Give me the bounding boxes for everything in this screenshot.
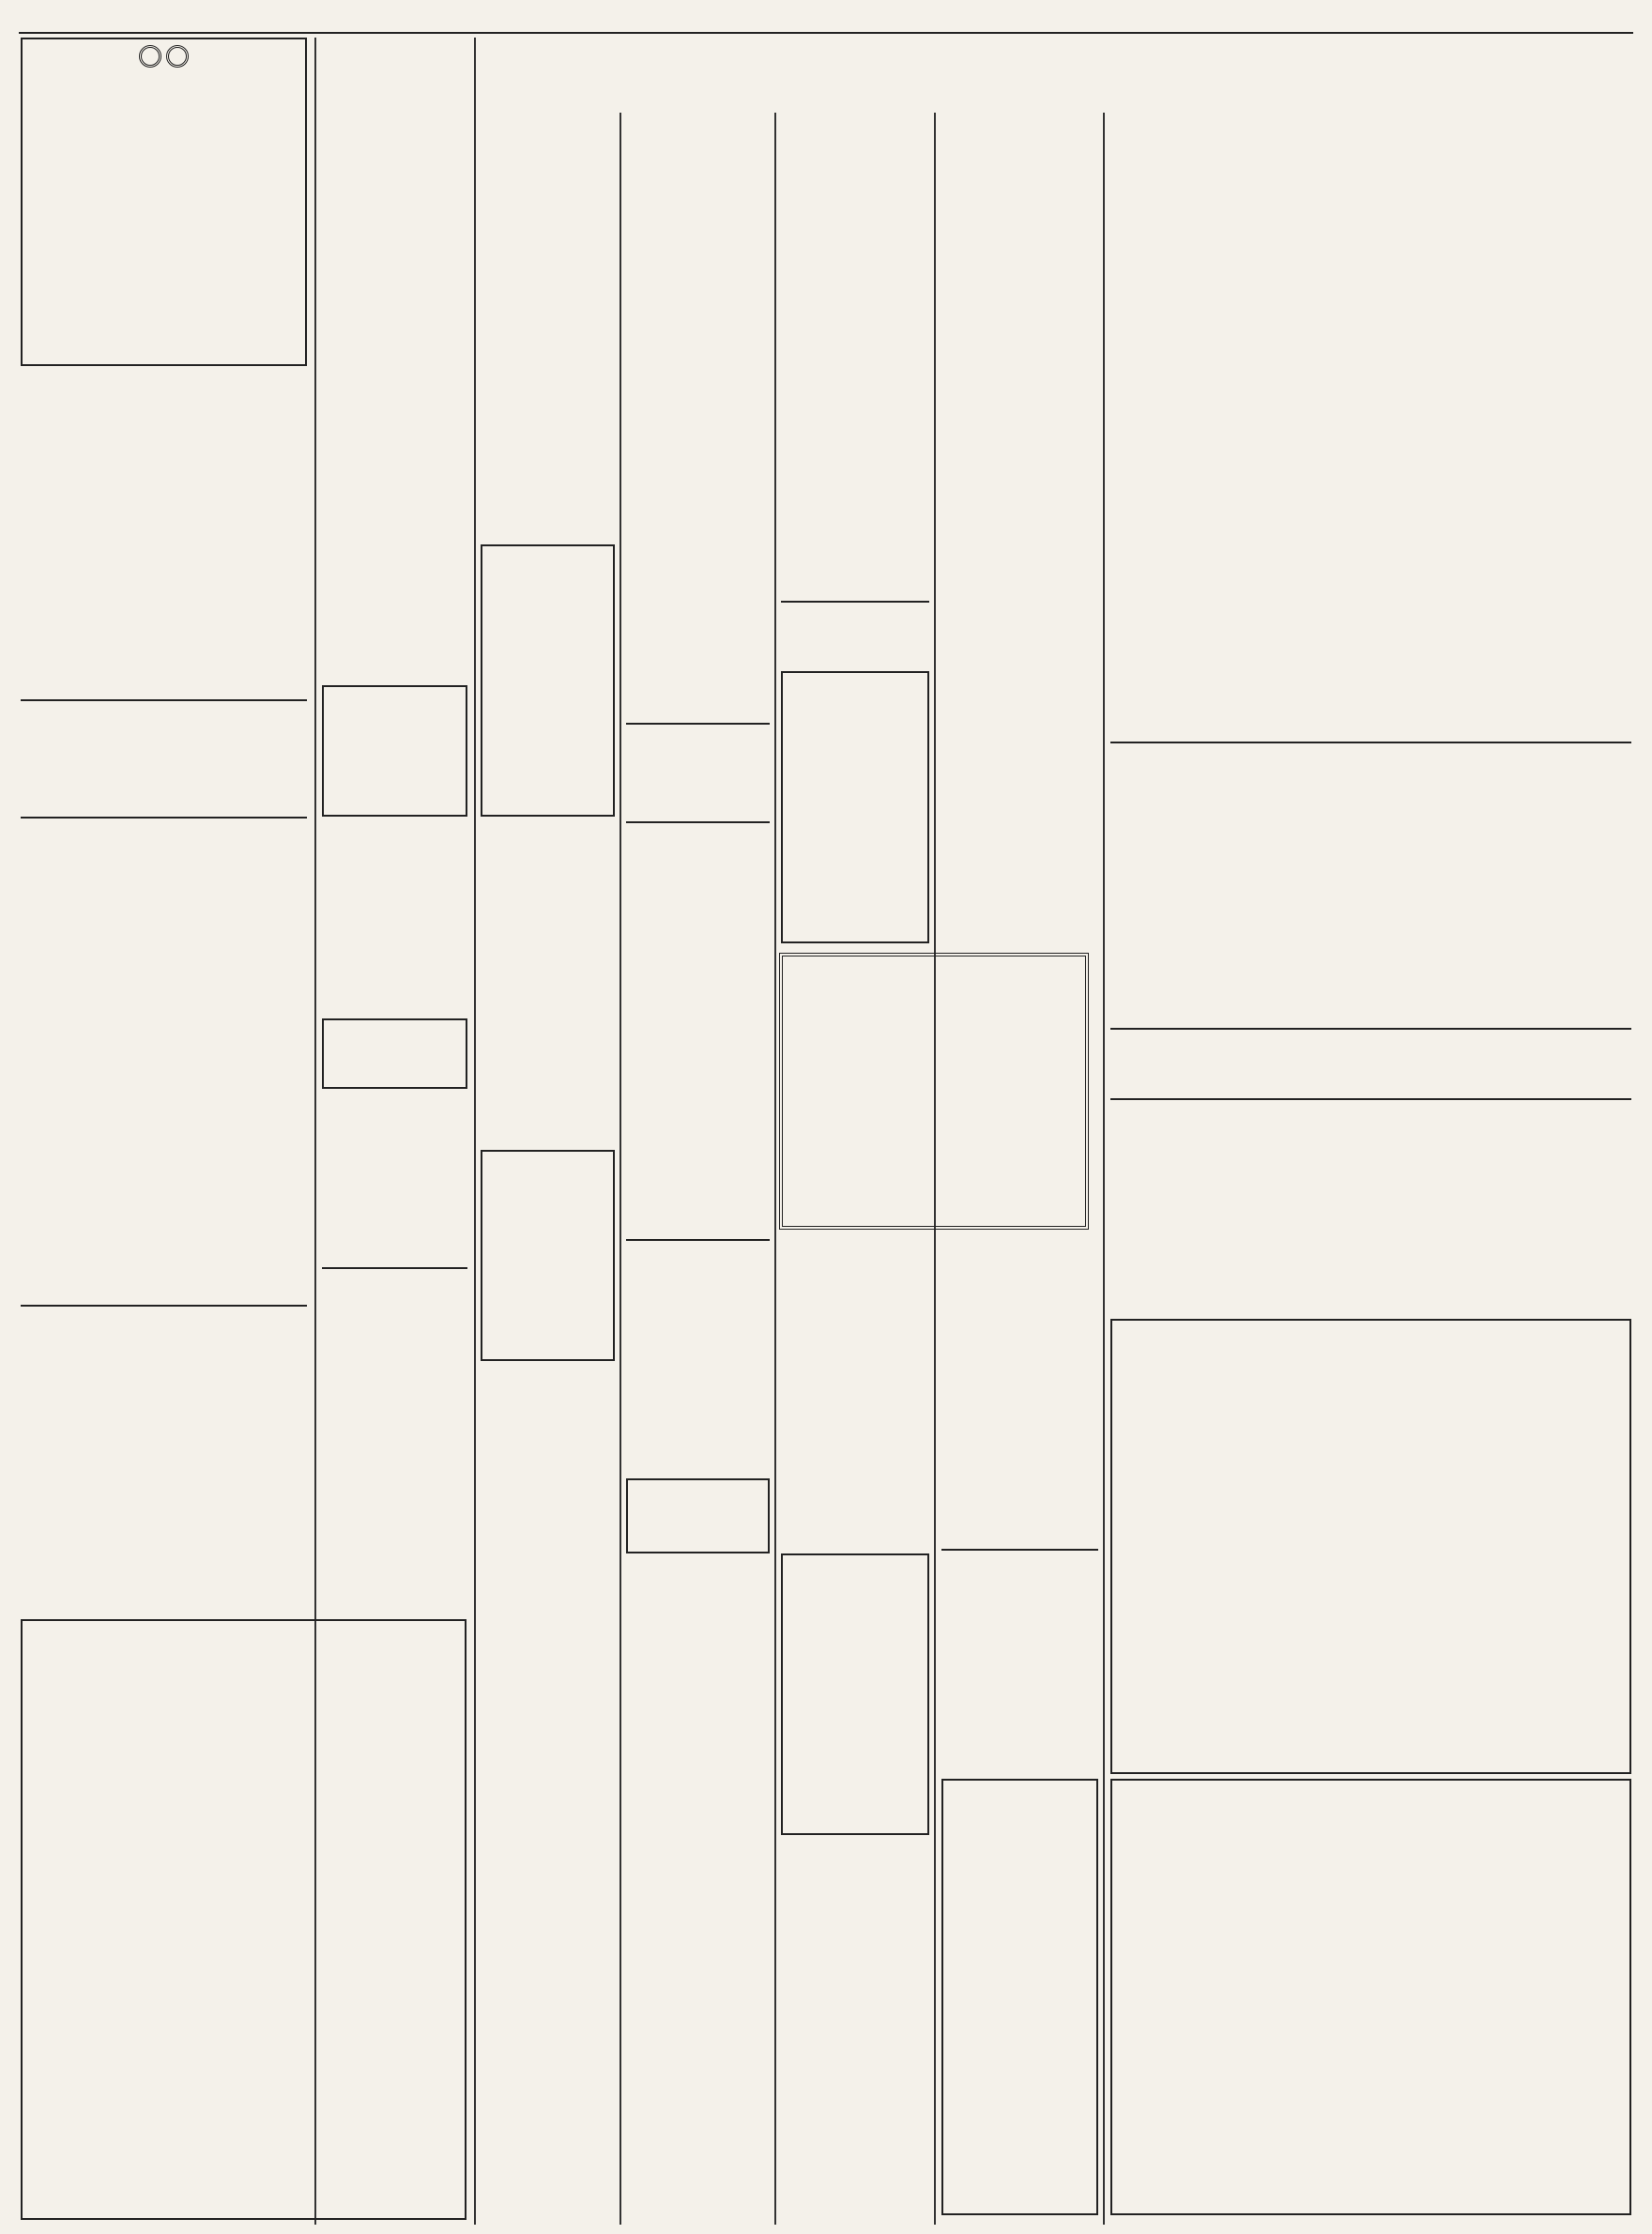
creanca-article — [626, 1239, 770, 1474]
carestia-article — [21, 817, 307, 1295]
jantares-article — [626, 1558, 770, 2215]
article-text — [21, 375, 307, 695]
passos-article — [941, 117, 1098, 1234]
ornament-icon — [139, 45, 161, 68]
conflagracao-article — [626, 117, 770, 718]
notas-article — [626, 821, 770, 939]
marinha-article — [781, 117, 929, 596]
loteria-box — [781, 671, 929, 943]
column-rule — [620, 113, 621, 2225]
purgacoes-ad — [941, 1549, 1098, 1774]
column-rule — [1103, 113, 1105, 2225]
papel-ad — [1110, 1028, 1631, 1094]
column-rule — [474, 38, 476, 2225]
foz-ad — [941, 1779, 1098, 2215]
auto-ad — [781, 1553, 929, 1835]
sport-section — [481, 38, 615, 540]
bolsa-ad — [481, 1150, 615, 1361]
lopes-ad — [322, 685, 467, 817]
sorte-grande-ad — [1110, 1319, 1631, 1774]
pequenas-article — [481, 1366, 615, 1610]
column-rule — [774, 113, 776, 2225]
doencas-article — [1110, 742, 1631, 1023]
angola-article — [1110, 117, 1631, 732]
trindade-ad — [21, 38, 307, 366]
felgueira-ad — [481, 544, 615, 817]
continental-article — [322, 1267, 467, 1610]
ornament-icon — [166, 45, 189, 68]
espartilhos-ad — [626, 1478, 770, 1553]
zoo-article — [21, 1305, 307, 1605]
canetas-ad — [21, 699, 307, 812]
malombra-article — [941, 1239, 1098, 1544]
albergue-article — [322, 826, 467, 1014]
reclamam-article — [481, 821, 615, 1145]
iodonal-ad — [781, 601, 929, 666]
asylo-article — [322, 1094, 467, 1262]
curia-ad — [322, 1018, 467, 1089]
casino-ad — [781, 1239, 929, 1549]
page-title — [807, 26, 1464, 111]
seguros-article — [626, 723, 770, 817]
submarino-ad — [21, 1619, 467, 2220]
guerra-article — [322, 375, 467, 681]
central-ad — [1110, 1779, 1631, 2215]
publicacoes-article — [1110, 1098, 1631, 1314]
